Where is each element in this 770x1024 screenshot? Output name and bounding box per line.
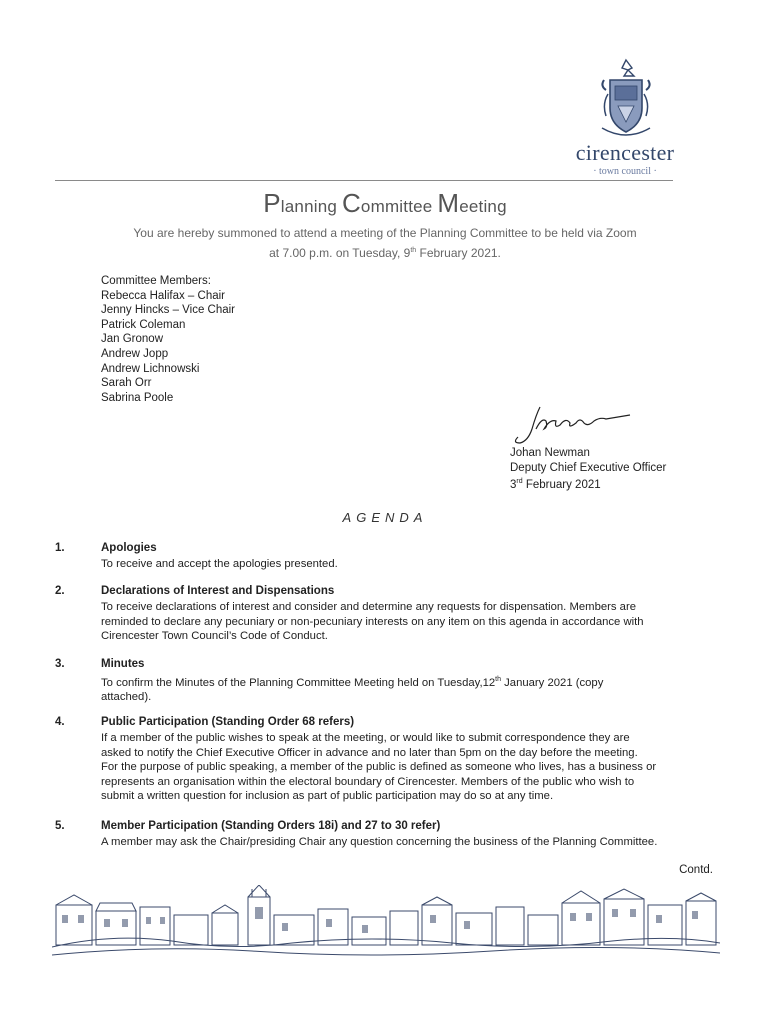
member-name: Jan Gronow (101, 333, 164, 346)
agenda-item-number: 1. (55, 542, 65, 554)
agenda-item-number: 3. (55, 658, 65, 670)
signatory-block (510, 446, 666, 493)
summons-line-1: You are hereby summoned to attend a meeting of the Planning Committee to be held via Zoom (133, 226, 637, 240)
agenda-item-body: A member may ask the Chair/presiding Chair any question concerning the business of the Planning Committee. (101, 836, 658, 848)
signature-mark (510, 399, 640, 450)
signatory-date: 3rd February 2021 (510, 478, 601, 492)
continued-note: Contd. (679, 864, 713, 876)
member-name: Rebecca Halifax – Chair (101, 289, 226, 302)
agenda-item-title: Apologies (101, 542, 157, 554)
agenda-item-body: To confirm the Minutes of the Planning Committee Meeting held on Tuesday,12th January 2021 (copy attached). (101, 676, 604, 704)
member-name: Patrick Coleman (101, 318, 186, 331)
agenda-item-body: To receive declarations of interest and consider and determine any requests for dispensation. Members are reminded to declare any pecuniary or non-pecuniary interests on any item on this agenda in accordance with Cirencester Town Council’s Code of Conduct. (101, 601, 644, 643)
committee-members (101, 274, 235, 405)
header-rule (55, 180, 673, 181)
signatory-name: Johan Newman (510, 447, 590, 459)
page-title: Planning Committee Meeting (263, 188, 507, 218)
member-name: Sarah Orr (101, 377, 152, 390)
agenda-item-title: Minutes (101, 658, 145, 670)
member-name: Jenny Hincks – Vice Chair (101, 304, 236, 317)
summons-text (0, 224, 770, 262)
member-name: Andrew Lichnowski (101, 362, 200, 375)
agenda-item-body: To receive and accept the apologies presented. (101, 558, 338, 570)
member-name: Sabrina Poole (101, 391, 174, 404)
agenda-item-title: Declarations of Interest and Dispensations (101, 585, 335, 597)
agenda-heading: AGENDA (342, 510, 428, 525)
members-heading: Committee Members: (101, 275, 211, 287)
signatory-role: Deputy Chief Executive Officer (510, 461, 667, 474)
member-name: Andrew Jopp (101, 347, 169, 360)
logo-subtitle: · town council · (593, 166, 657, 177)
agenda-item-title: Public Participation (Standing Order 68 refers) (101, 716, 355, 728)
agenda-item-title: Member Participation (Standing Orders 18i) and 27 to 30 refer) (101, 820, 441, 832)
agenda-item-number: 5. (55, 820, 65, 832)
logo-wordmark: cirencester (575, 140, 675, 165)
agenda-item-number: 4. (55, 716, 65, 728)
agenda-item-number: 2. (55, 585, 65, 597)
town-crest-icon (598, 58, 654, 138)
summons-line-2: at 7.00 p.m. on Tuesday, 9th February 2021. (269, 246, 501, 260)
street-sketch-illustration (52, 885, 720, 961)
agenda-item-body: If a member of the public wishes to speak at the meeting, or would like to submit correspondence they are asked to notify the Chief Executive Officer in advance and no later than 5pm on the day before the meeting. For the purpose of public speaking, a member of the public is defined as someone who lives, has a business or represents an organisation within the electoral boundary of Cirencester. Members of the public who wish to submit a written question for inclusion as part of public participation may do so at any time. (101, 732, 657, 803)
